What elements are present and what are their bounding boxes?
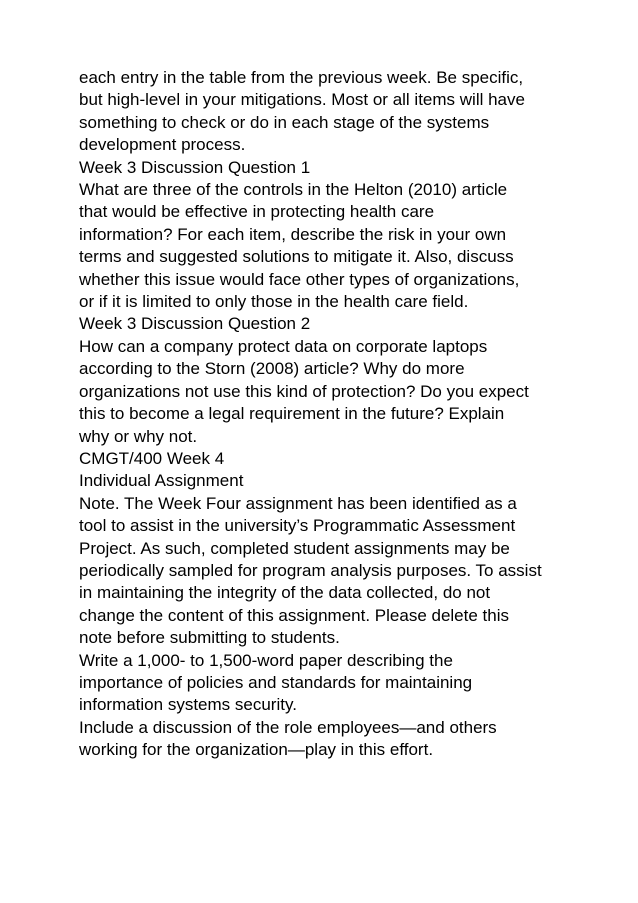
section-heading: Week 3 Discussion Question 2 [79, 314, 311, 334]
text-line: in maintaining the integrity of the data collected, do not [79, 583, 491, 603]
document-page [79, 67, 579, 762]
section-heading: CMGT/400 Week 4 [79, 448, 225, 468]
text-line: Project. As such, completed student assignments may be [79, 538, 510, 558]
text-line: periodically sampled for program analysis purposes. To assist [79, 560, 542, 580]
text-line: information systems security. [79, 695, 297, 715]
text-line: importance of policies and standards for maintaining [79, 672, 473, 692]
text-line: Include a discussion of the role employees—and others [79, 717, 497, 737]
text-line: this to become a legal requirement in the future? Explain [79, 404, 505, 424]
text-line: Write a 1,000- to 1,500-word paper describing the [79, 650, 453, 670]
section-heading: Week 3 Discussion Question 1 [79, 157, 311, 177]
text-line: whether this issue would face other types of organizations, [79, 269, 520, 289]
text-line: each entry in the table from the previous week. Be specific, [79, 68, 524, 87]
text-line: note before submitting to students. [79, 628, 340, 648]
text-line: information? For each item, describe the risk in your own [79, 224, 507, 244]
text-line: How can a company protect data on corporate laptops [79, 336, 488, 356]
text-line: why or why not. [79, 426, 198, 446]
text-line: organizations not use this kind of protection? Do you expect [79, 381, 529, 401]
text-line: something to check or do in each stage of the systems [79, 112, 490, 132]
text-line: working for the organization—play in this effort. [79, 740, 434, 760]
text-line: but high-level in your mitigations. Most or all items will have [79, 90, 525, 110]
text-line: according to the Storn (2008) article? Why do more [79, 359, 465, 379]
text-line: development process. [79, 135, 246, 155]
text-line: that would be effective in protecting health care [79, 202, 435, 222]
text-line: terms and suggested solutions to mitigate it. Also, discuss [79, 247, 514, 267]
text-line: change the content of this assignment. Please delete this [79, 605, 509, 625]
text-line: or if it is limited to only those in the health care field. [79, 292, 469, 312]
text-line: What are three of the controls in the Helton (2010) article [79, 180, 508, 200]
section-heading: Individual Assignment [79, 471, 244, 491]
text-line: Note. The Week Four assignment has been identified as a [79, 493, 517, 513]
text-line: tool to assist in the university’s Programmatic Assessment [79, 516, 516, 536]
